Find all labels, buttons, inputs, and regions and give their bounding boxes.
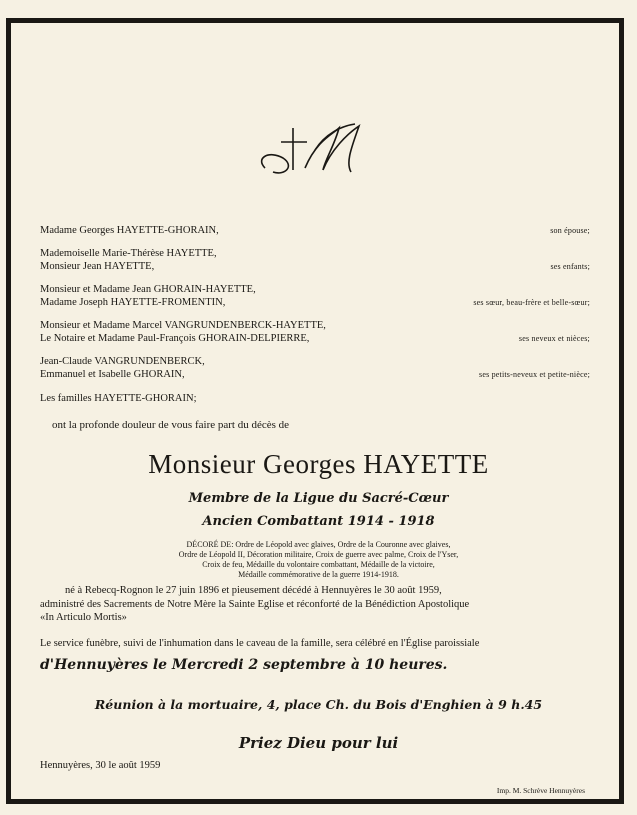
family-group (40, 224, 590, 237)
sacraments-line: administré des Sacrements de Notre Mère la Sainte Eglise et réconforté de la Bénédiction Apostolique (40, 598, 470, 610)
family-member-line: Emmanuel et Isabelle GHORAIN, (40, 369, 185, 380)
decoration-line: Croix de feu, Médaille du volontaire combattant, Médaille de la victoire, (202, 560, 435, 569)
family-member-line: Madame Joseph HAYETTE-FROMENTIN, (40, 297, 226, 308)
family-member-line: Le Notaire et Madame Paul-François GHORAIN-DELPIERRE, (40, 333, 310, 344)
family-group (40, 319, 590, 345)
reunion-text: Réunion à la mortuaire, 4, place Ch. du Bois d'Enghien à 9 h.45 (94, 697, 543, 712)
family-member-line: Monsieur et Madame Marcel VANGRUNDENBERCK-HAYETTE, (40, 320, 326, 331)
relation-label: ses petits-neveux et petite-nièce; (479, 370, 590, 379)
decoration-line: DÉCORÉ DE: Ordre de Léopold avec glaives, Ordre de la Couronne avec glaives, (186, 540, 451, 549)
relation-label: son épouse; (550, 226, 590, 235)
family-member-line: Jean-Claude VANGRUNDENBERCK, (40, 356, 205, 367)
family-member-line: Mademoiselle Marie-Thérèse HAYETTE, (40, 248, 217, 259)
family-group (40, 283, 590, 309)
birth-line: né à Rebecq-Rognon le 27 juin 1896 et pieusement décédé à Hennuyères le 30 août 1959, (65, 585, 442, 596)
place-date: Hennuyères, 30 le août 1959 (40, 760, 161, 771)
cross-monogram-icon (255, 120, 375, 190)
family-group (40, 355, 590, 381)
intro-text: ont la profonde douleur de vous faire part du décès de (52, 419, 290, 431)
decoration-line: Médaille commémorative de la guerre 1914-1918. (238, 570, 399, 579)
decorations-block (0, 540, 637, 580)
family-member-line: Madame Georges HAYETTE-GHORAIN, (40, 225, 219, 236)
service-text: Le service funèbre, suivi de l'inhumation dans le caveau de la famille, sera célébré en l'Église paroissiale (40, 638, 480, 649)
relation-label: ses neveux et nièces; (518, 334, 590, 343)
biography-block (40, 584, 600, 625)
family-group (40, 247, 590, 273)
subtitle-combattant: Ancien Combattant 1914 - 1918 (202, 514, 435, 529)
printer-credit: Imp. M. Schrève Hennuyères (496, 786, 585, 795)
decoration-line: Ordre de Léopold II, Décoration militaire, Croix de guerre avec palme, Croix de l'Yser, (178, 550, 459, 559)
subtitle-ligue: Membre de la Ligue du Sacré-Cœur (188, 491, 449, 506)
in-articulo-line: «In Articulo Mortis» (40, 612, 127, 623)
family-member-line: Monsieur et Madame Jean GHORAIN-HAYETTE, (40, 284, 256, 295)
family-group (40, 392, 590, 405)
prayer-text: Priez Dieu pour lui (238, 734, 399, 752)
family-member-line: Les familles HAYETTE-GHORAIN; (40, 393, 197, 404)
service-date: d'Hennuyères le Mercredi 2 septembre à 10 heures. (40, 657, 448, 673)
deceased-name: Monsieur Georges HAYETTE (148, 449, 489, 479)
relation-label: ses sœur, beau-frère et belle-sœur; (473, 298, 590, 307)
family-member-line: Monsieur Jean HAYETTE, (40, 261, 155, 272)
relation-label: ses enfants; (550, 262, 590, 271)
